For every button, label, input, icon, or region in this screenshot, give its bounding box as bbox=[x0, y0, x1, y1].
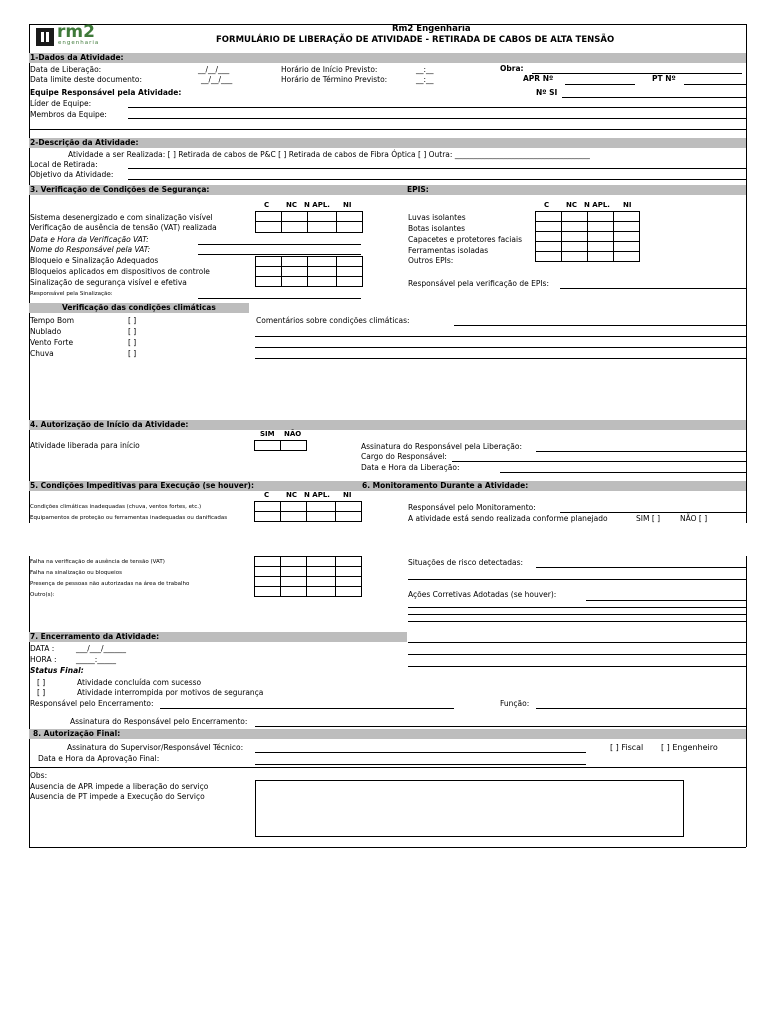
conforme-label: A atividade está sendo realizada conforme planejado bbox=[408, 514, 608, 523]
data-encerramento-value[interactable]: ___/___/______ bbox=[76, 644, 127, 653]
assinatura-encerramento-label: Assinatura do Responsável pelo Encerramento: bbox=[70, 717, 248, 726]
impeditiva-clima: Condições climáticas inadequadas (chuva, ventos fortes, etc.) bbox=[30, 504, 202, 510]
clima-line-1[interactable] bbox=[454, 325, 746, 326]
s8-divider bbox=[29, 767, 746, 768]
check-cell[interactable] bbox=[536, 212, 562, 222]
hora-encerramento-label: HORA : bbox=[30, 655, 57, 664]
s7-right-line-2[interactable] bbox=[408, 654, 746, 655]
check-cell[interactable] bbox=[308, 257, 337, 267]
check-cell[interactable] bbox=[562, 242, 588, 252]
check-cell[interactable] bbox=[337, 257, 363, 267]
check-cell[interactable] bbox=[307, 567, 336, 577]
col-ni: NI bbox=[623, 201, 632, 209]
data-aprovacao-field[interactable] bbox=[255, 764, 586, 765]
check-cell[interactable] bbox=[562, 252, 588, 262]
check-cell[interactable] bbox=[307, 557, 336, 567]
obra-label: Obra: bbox=[500, 64, 524, 73]
assinatura-supervisor-field[interactable] bbox=[255, 752, 586, 753]
check-cell[interactable] bbox=[281, 557, 307, 567]
check-cell[interactable] bbox=[614, 252, 640, 262]
funcao-label: Função: bbox=[500, 699, 530, 708]
clima-title: Verificação das condições climáticas bbox=[62, 303, 216, 312]
check-cell[interactable] bbox=[255, 567, 281, 577]
check-cell[interactable] bbox=[255, 587, 281, 597]
check-cell[interactable] bbox=[336, 567, 362, 577]
check-cell[interactable] bbox=[256, 277, 282, 287]
inicio-value[interactable]: __:__ bbox=[416, 65, 434, 74]
obs-line-2: Ausencia de PT impede a Execução do Serviço bbox=[30, 792, 205, 801]
clima-comentarios-label: Comentários sobre condições climáticas: bbox=[256, 316, 410, 325]
section-8-header bbox=[29, 729, 746, 739]
checklist-grid-a[interactable] bbox=[255, 211, 363, 233]
assinatura-liberacao-label: Assinatura do Responsável pela Liberação: bbox=[361, 442, 522, 451]
check-cell[interactable] bbox=[562, 212, 588, 222]
resp-monitoramento-field[interactable] bbox=[560, 512, 746, 513]
riscos-label: Situações de risco detectadas: bbox=[408, 558, 524, 567]
form-title: FORMULÁRIO DE LIBERAÇÃO DE ATIVIDADE - RETIRADA DE CABOS DE ALTA TENSÃO bbox=[216, 35, 615, 45]
sim-label: SIM bbox=[260, 430, 275, 438]
pt-field[interactable] bbox=[684, 84, 746, 85]
col-napl: N APL. bbox=[584, 201, 610, 209]
resp-epis-label: Responsável pela verificação de EPIs: bbox=[408, 279, 549, 288]
check-cell[interactable] bbox=[307, 502, 336, 512]
nome-vat-field[interactable] bbox=[198, 254, 361, 255]
logo-icon bbox=[36, 28, 54, 46]
section-2-title: 2-Descrição da Atividade: bbox=[30, 138, 139, 147]
check-cell[interactable] bbox=[337, 277, 363, 287]
interrompida-box[interactable]: [ ] bbox=[37, 688, 46, 697]
check-cell[interactable] bbox=[255, 577, 281, 587]
section-3-header bbox=[29, 185, 746, 195]
col-napl: N APL. bbox=[304, 491, 330, 499]
pt-label: PT Nº bbox=[652, 74, 676, 83]
check-cell[interactable] bbox=[256, 222, 282, 233]
logo-mark: rm2 bbox=[57, 22, 95, 42]
check-cell[interactable] bbox=[336, 577, 362, 587]
clima-box-1[interactable]: [ ] bbox=[128, 316, 137, 325]
check-cell[interactable] bbox=[336, 512, 362, 522]
assinatura-supervisor-label: Assinatura do Supervisor/Responsável Técnico: bbox=[67, 743, 244, 752]
checklist-grid-b[interactable] bbox=[255, 256, 363, 287]
impeditiva-pessoas: Presença de pessoas não autorizadas na área de trabalho bbox=[30, 581, 190, 587]
status-final-label: Status Final: bbox=[30, 666, 84, 675]
tipo-atividade: Atividade a ser Realizada: [ ] Retirada de cabos de P&C [ ] Retirada de cabos de Fibra Óptica [ ] Outra: ____________________________________ bbox=[68, 150, 590, 159]
acoes-line-2[interactable] bbox=[408, 607, 746, 608]
si-field[interactable] bbox=[562, 97, 746, 98]
nao-label: NÃO bbox=[284, 430, 302, 438]
termino-value[interactable]: __:__ bbox=[416, 75, 434, 84]
obs-textarea[interactable] bbox=[255, 780, 684, 837]
logo-sub: engenharia bbox=[58, 40, 100, 46]
resp-encerramento-label: Responsável pelo Encerramento: bbox=[30, 699, 154, 708]
concluida-label: Atividade concluída com sucesso bbox=[77, 678, 202, 687]
data-vat-field[interactable] bbox=[198, 244, 361, 245]
section-5-header bbox=[29, 481, 746, 491]
cargo-field[interactable] bbox=[452, 461, 746, 462]
check-cell[interactable] bbox=[255, 512, 281, 522]
acoes-field[interactable] bbox=[586, 600, 746, 601]
lider-label: Líder de Equipe: bbox=[30, 99, 92, 108]
epi-luvas: Luvas isolantes bbox=[408, 213, 466, 222]
col-ni: NI bbox=[343, 201, 352, 209]
col-napl: N APL. bbox=[304, 201, 330, 209]
acoes-line-4[interactable] bbox=[408, 621, 746, 622]
acoes-line-3[interactable] bbox=[408, 614, 746, 615]
check-cell[interactable] bbox=[282, 212, 308, 222]
check-cell[interactable] bbox=[281, 577, 307, 587]
check-cell[interactable] bbox=[337, 212, 363, 222]
check-cell[interactable] bbox=[337, 222, 363, 233]
check-cell[interactable] bbox=[536, 252, 562, 262]
col-c: C bbox=[264, 491, 270, 499]
check-item-resp-sinalizacao: Responsável pela Sinalização: bbox=[30, 291, 113, 297]
check-cell[interactable] bbox=[336, 502, 362, 512]
sim-cell[interactable] bbox=[255, 441, 281, 451]
acoes-label: Ações Corretivas Adotadas (se houver): bbox=[408, 590, 557, 599]
data-hora-liberacao-label: Data e Hora da Liberação: bbox=[361, 463, 460, 472]
riscos-field[interactable] bbox=[536, 567, 746, 568]
impeditiva-vat: Falha na verificação de ausência de tensão (VAT) bbox=[30, 559, 165, 565]
obra-field[interactable] bbox=[532, 73, 742, 74]
check-cell[interactable] bbox=[308, 267, 337, 277]
inicio-label: Horário de Início Previsto: bbox=[281, 65, 378, 74]
apr-label: APR Nº bbox=[523, 74, 554, 83]
cargo-label: Cargo do Responsável: bbox=[361, 452, 447, 461]
liberada-label: Atividade liberada para início bbox=[30, 441, 140, 450]
fiscal-option[interactable]: [ ] Fiscal bbox=[610, 743, 644, 752]
local-label: Local de Retirada: bbox=[30, 160, 98, 169]
clima-line-3[interactable] bbox=[255, 347, 746, 348]
epi-botas: Botas isolantes bbox=[408, 224, 466, 233]
check-cell[interactable] bbox=[614, 212, 640, 222]
s7-right-line-1[interactable] bbox=[408, 642, 746, 643]
check-cell[interactable] bbox=[614, 242, 640, 252]
section-3-title: 3. Verificação de Condições de Segurança: bbox=[30, 185, 210, 194]
membros-field-2[interactable] bbox=[29, 129, 746, 130]
data-hora-liberacao-field[interactable] bbox=[500, 472, 746, 473]
obs-label: Obs: bbox=[30, 771, 48, 780]
check-cell[interactable] bbox=[255, 502, 281, 512]
check-cell[interactable] bbox=[256, 257, 282, 267]
equipe-label: Equipe Responsável pela Atividade: bbox=[30, 88, 182, 97]
check-cell[interactable] bbox=[282, 277, 308, 287]
epi-capacetes: Capacetes e protetores faciais bbox=[408, 235, 522, 244]
check-cell[interactable] bbox=[281, 502, 307, 512]
check-item-nome-vat: Nome do Responsável pela VAT: bbox=[30, 245, 151, 254]
data-aprovacao-label: Data e Hora da Aprovação Final: bbox=[38, 754, 160, 763]
data-encerramento-label: DATA : bbox=[30, 644, 55, 653]
check-cell[interactable] bbox=[308, 212, 337, 222]
conforme-sim[interactable]: SIM [ ] bbox=[636, 514, 661, 523]
s7-right-line-3[interactable] bbox=[408, 666, 746, 667]
logo bbox=[36, 22, 116, 48]
col-c: C bbox=[264, 201, 270, 209]
col-nc: NC bbox=[566, 201, 577, 209]
company-name: Rm2 Engenharia bbox=[392, 24, 471, 34]
engenheiro-option[interactable]: [ ] Engenheiro bbox=[661, 743, 718, 752]
data-liberacao-value[interactable]: __/__/___ bbox=[198, 65, 230, 74]
impeditivas-grid-a[interactable] bbox=[254, 501, 362, 522]
check-item-bloqueio: Bloqueio e Sinalização Adequados bbox=[30, 256, 159, 265]
objetivo-field[interactable] bbox=[128, 179, 746, 180]
clima-box-2[interactable]: [ ] bbox=[128, 327, 137, 336]
local-field[interactable] bbox=[128, 168, 746, 169]
section-8-title: 8. Autorização Final: bbox=[33, 729, 121, 738]
check-item-data-vat: Data e Hora da Verificação VAT: bbox=[30, 235, 149, 244]
epis-title: EPIS: bbox=[407, 185, 429, 194]
impeditiva-outros: Outro(s): bbox=[30, 592, 55, 598]
nao-cell[interactable] bbox=[281, 441, 307, 451]
page-border-top bbox=[29, 24, 746, 25]
section-4-header bbox=[29, 420, 746, 430]
check-item-bloqueios-controle: Bloqueios aplicados em dispositivos de controle bbox=[30, 267, 210, 276]
clima-chuva: Chuva bbox=[30, 349, 54, 358]
impeditiva-sinalizacao: Falha na sinalização ou bloqueios bbox=[30, 570, 122, 576]
check-cell[interactable] bbox=[588, 212, 614, 222]
assinatura-liberacao-field[interactable] bbox=[536, 451, 746, 452]
col-c: C bbox=[544, 201, 550, 209]
clima-tempo-bom: Tempo Bom bbox=[30, 316, 75, 325]
apr-field[interactable] bbox=[565, 84, 635, 85]
section-7-header bbox=[29, 632, 407, 642]
check-cell[interactable] bbox=[614, 232, 640, 242]
check-cell[interactable] bbox=[282, 257, 308, 267]
clima-nublado: Nublado bbox=[30, 327, 62, 336]
check-cell[interactable] bbox=[255, 557, 281, 567]
check-cell[interactable] bbox=[337, 267, 363, 277]
termino-label: Horário de Término Previsto: bbox=[281, 75, 388, 84]
check-cell[interactable] bbox=[281, 512, 307, 522]
data-liberacao-label: Data de Liberação: bbox=[30, 65, 102, 74]
interrompida-label: Atividade interrompida por motivos de segurança bbox=[77, 688, 264, 697]
check-cell[interactable] bbox=[536, 232, 562, 242]
membros-field[interactable] bbox=[128, 118, 746, 119]
check-cell[interactable] bbox=[307, 577, 336, 587]
section-1-header bbox=[29, 53, 746, 63]
check-item-sinalizacao: Sinalização de segurança visível e efetiva bbox=[30, 278, 187, 287]
obs-line-1: Ausencia de APR impede a liberação do serviço bbox=[30, 782, 209, 791]
check-cell[interactable] bbox=[281, 587, 307, 597]
col-nc: NC bbox=[286, 491, 297, 499]
check-item-vat: Verificação de ausência de tensão (VAT) realizada bbox=[30, 223, 217, 232]
epi-outros: Outros EPIs: bbox=[408, 256, 454, 265]
objetivo-label: Objetivo da Atividade: bbox=[30, 170, 114, 179]
conforme-nao[interactable]: NÃO [ ] bbox=[680, 514, 708, 523]
concluida-box[interactable]: [ ] bbox=[37, 678, 46, 687]
clima-box-4[interactable]: [ ] bbox=[128, 349, 137, 358]
assinatura-encerramento-field[interactable] bbox=[255, 726, 746, 727]
check-cell[interactable] bbox=[562, 222, 588, 232]
check-cell[interactable] bbox=[588, 252, 614, 262]
check-cell[interactable] bbox=[536, 222, 562, 232]
clima-line-4[interactable] bbox=[255, 358, 746, 359]
clima-line-2[interactable] bbox=[255, 336, 746, 337]
check-cell[interactable] bbox=[308, 222, 337, 233]
check-cell[interactable] bbox=[256, 267, 282, 277]
check-cell[interactable] bbox=[256, 212, 282, 222]
membros-label: Membros da Equipe: bbox=[30, 110, 107, 119]
check-item-desenergizado: Sistema desenergizado e com sinalização visível bbox=[30, 213, 213, 222]
impeditiva-equipamentos: Equipamentos de proteção ou ferramentas inadequadas ou danificadas bbox=[30, 515, 228, 521]
check-cell[interactable] bbox=[336, 587, 362, 597]
check-cell[interactable] bbox=[307, 512, 336, 522]
clima-header bbox=[29, 303, 249, 313]
col-nc: NC bbox=[286, 201, 297, 209]
check-cell[interactable] bbox=[282, 222, 308, 233]
resp-sinalizacao-field[interactable] bbox=[198, 298, 361, 299]
check-cell[interactable] bbox=[281, 567, 307, 577]
liberacao-grid[interactable] bbox=[254, 440, 307, 451]
page-border-right bbox=[746, 24, 747, 523]
lider-field[interactable] bbox=[128, 107, 746, 108]
section-5-title: 5. Condições Impeditivas para Execução (se houver): bbox=[30, 481, 254, 490]
check-cell[interactable] bbox=[536, 242, 562, 252]
data-limite-value[interactable]: __/__/___ bbox=[201, 75, 233, 84]
impeditivas-grid-b[interactable] bbox=[254, 556, 362, 597]
resp-epis-field[interactable] bbox=[560, 288, 746, 289]
section-4-title: 4. Autorização de Início da Atividade: bbox=[30, 420, 189, 429]
si-label: Nº SI bbox=[536, 88, 558, 97]
col-ni: NI bbox=[343, 491, 352, 499]
check-cell[interactable] bbox=[588, 222, 614, 232]
page-border-bottom bbox=[29, 847, 746, 848]
check-cell[interactable] bbox=[614, 222, 640, 232]
clima-box-3[interactable]: [ ] bbox=[128, 338, 137, 347]
check-cell[interactable] bbox=[588, 232, 614, 242]
data-limite-label: Data limite deste documento: bbox=[30, 75, 142, 84]
section-1-title: 1-Dados da Atividade: bbox=[30, 53, 124, 62]
check-cell[interactable] bbox=[588, 242, 614, 252]
funcao-field[interactable] bbox=[536, 708, 746, 709]
check-cell[interactable] bbox=[282, 267, 308, 277]
epi-ferramentas: Ferramentas isoladas bbox=[408, 246, 489, 255]
section-6-title: 6. Monitoramento Durante a Atividade: bbox=[362, 481, 529, 490]
check-cell[interactable] bbox=[562, 232, 588, 242]
section-2-header bbox=[29, 138, 746, 148]
hora-encerramento-value[interactable]: _____:_____ bbox=[76, 655, 117, 664]
riscos-line-2[interactable] bbox=[408, 579, 746, 580]
page-border-right-2 bbox=[746, 556, 747, 847]
clima-vento: Vento Forte bbox=[30, 338, 74, 347]
section-7-title: 7. Encerramento da Atividade: bbox=[30, 632, 160, 641]
resp-encerramento-field[interactable] bbox=[160, 708, 454, 709]
epis-grid[interactable] bbox=[535, 211, 640, 262]
check-cell[interactable] bbox=[308, 277, 337, 287]
check-cell[interactable] bbox=[336, 557, 362, 567]
check-cell[interactable] bbox=[307, 587, 336, 597]
resp-monitoramento-label: Responsável pelo Monitoramento: bbox=[408, 503, 536, 512]
